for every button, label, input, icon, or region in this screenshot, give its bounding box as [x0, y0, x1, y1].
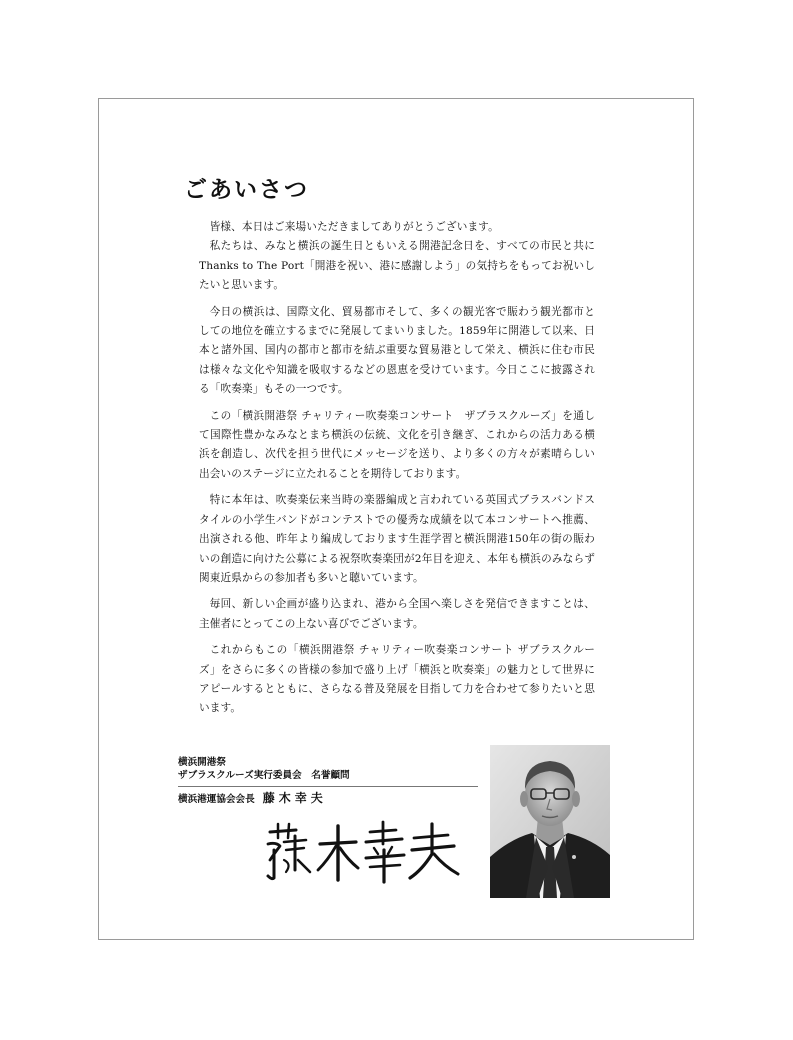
paragraph: これからもこの「横浜開港祭 チャリティー吹奏楽コンサート ザブラスクルーズ」をさらに多くの皆様の参加で盛り上げ「横浜と吹奏楽」の魅力として世界にアピールするとともに、さらなる普及発展を目指して力を合わせて参りたいと思います。	[199, 644, 595, 715]
portrait-photo	[490, 745, 610, 898]
position-title: 横浜港運協会会長	[178, 794, 255, 805]
paragraph: 私たちは、みなと横浜の誕生日ともいえる開港記念日を、すべての市民と共にThanks to The Port「開港を祝い、港に感謝しよう」の気持ちをもってお祝いしたいと思います。	[199, 240, 595, 292]
divider	[178, 786, 478, 787]
signatory-name: 藤木幸夫	[262, 791, 327, 805]
handwritten-signature	[262, 820, 462, 884]
greeting-body	[199, 218, 595, 726]
organization-name: 横浜開港祭	[178, 757, 226, 768]
position-line	[178, 792, 478, 806]
committee-title: ザブラスクルーズ実行委員会 名誉顧問	[178, 770, 350, 781]
paragraph: この「横浜開港祭 チャリティー吹奏楽コンサート ザブラスクルーズ」を通して国際性豊かなみなとまち横浜の伝統、文化を引き継ぎ、これからの活力ある横浜を創造し、次代を担う世代にメッセージを送り、より多くの方々が素晴らしい出会いのステージに立たれることを期待しております。	[199, 409, 595, 480]
page-title: ごあいさつ	[184, 177, 309, 203]
paragraph: 今日の横浜は、国際文化、貿易都市そして、多くの観光客で賑わう観光都市としての地位を確立するまでに発展してまいりました。1859年に開港して以来、日本と諸外国、国内の都市と都市を結ぶ重要な貿易港として栄え、横浜に住む市民は様々な文化や知識を吸収するなどの恩恵を受けています。今日ここに披露される「吹奏楽」もその一つです。	[199, 305, 595, 396]
paragraph: 毎回、新しい企画が盛り込まれ、港から全国へ楽しさを発信できますことは、主催者にとってこの上ない喜びでございます。	[199, 598, 595, 630]
paragraph: 特に本年は、吹奏楽伝来当時の楽器編成と言われている英国式ブラスバンドスタイルの小学生バンドがコンテストでの優秀な成績を以て本コンサートへ推薦、出演される他、昨年より編成しております生涯学習と横浜開港150年の街の賑わいの創造に向けた公募による祝祭吹奏楽団が2年目を迎え、本年も横浜のみならず関東近県からの参加者も多いと聴いています。	[199, 494, 595, 584]
signatory-block	[178, 756, 478, 806]
paragraph: 皆様、本日はご来場いただきましてありがとうございます。	[209, 221, 499, 233]
